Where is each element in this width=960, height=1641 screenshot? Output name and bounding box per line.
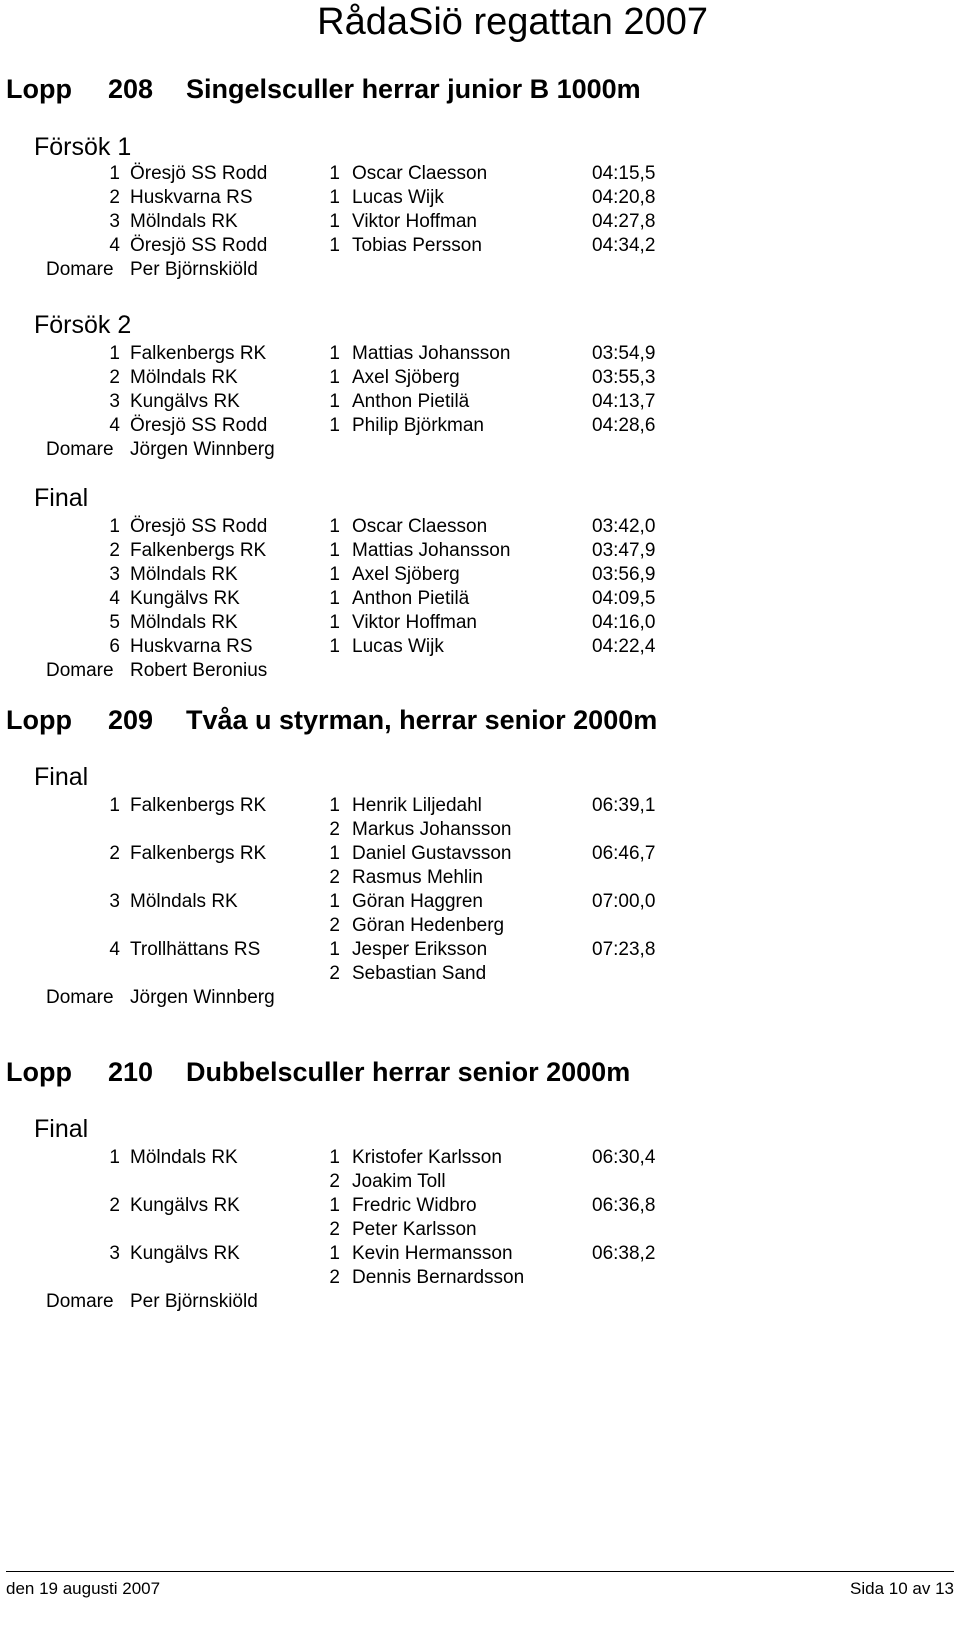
rower-name: Göran Hedenberg: [352, 915, 505, 936]
rower-name: Daniel Gustavsson: [352, 843, 512, 864]
rower-name: Lucas Wijk: [352, 636, 444, 657]
result-row: [0, 865, 720, 890]
result-row: [0, 961, 720, 986]
lane: 1: [329, 1147, 340, 1168]
umpire-label: Domare: [46, 987, 114, 1008]
lane: 1: [329, 211, 340, 232]
club: Falkenbergs RK: [130, 343, 267, 364]
place: 1: [109, 795, 120, 816]
lane: 1: [329, 391, 340, 412]
lane: 2: [329, 963, 340, 984]
heat-title: Försök 2: [34, 311, 132, 339]
finish-time: 06:36,8: [592, 1195, 656, 1216]
rower-name: Axel Sjöberg: [352, 564, 460, 585]
rower-name: Sebastian Sand: [352, 963, 487, 984]
place: 4: [109, 415, 120, 436]
result-row: [0, 562, 720, 587]
lane: 1: [329, 564, 340, 585]
rower-name: Viktor Hoffman: [352, 612, 477, 633]
umpire-name: Jörgen Winnberg: [130, 987, 275, 1008]
lane: 1: [329, 163, 340, 184]
heat-title: Final: [34, 763, 89, 791]
place: 2: [109, 1195, 120, 1216]
footer-page-number: Sida 10 av 13: [850, 1579, 954, 1598]
footer-date: den 19 augusti 2007: [6, 1579, 161, 1598]
lane: 1: [329, 343, 340, 364]
club: Mölndals RK: [130, 891, 238, 912]
heat-title: Final: [34, 1115, 89, 1143]
lane: 1: [329, 843, 340, 864]
lane: 1: [329, 891, 340, 912]
lane: 1: [329, 235, 340, 256]
finish-time: 03:56,9: [592, 564, 656, 585]
result-row: [0, 1145, 720, 1170]
club: Kungälvs RK: [130, 588, 240, 609]
club: Huskvarna RS: [130, 636, 253, 657]
rower-name: Viktor Hoffman: [352, 211, 477, 232]
result-row: [0, 365, 720, 390]
place: 1: [109, 1147, 120, 1168]
result-row: [0, 610, 720, 635]
lane: 1: [329, 636, 340, 657]
race-title: Tvåa u styrman, herrar senior 2000m: [186, 705, 658, 735]
result-row: [0, 209, 720, 234]
club: Falkenbergs RK: [130, 795, 267, 816]
result-row: [0, 793, 720, 818]
race-label: Lopp: [6, 74, 72, 104]
lane: 1: [329, 187, 340, 208]
result-row: [0, 634, 720, 659]
club: Öresjö SS Rodd: [130, 516, 268, 537]
lane: 1: [329, 516, 340, 537]
club: Öresjö SS Rodd: [130, 163, 268, 184]
rower-name: Mattias Johansson: [352, 540, 511, 561]
rower-name: Mattias Johansson: [352, 343, 511, 364]
place: 3: [109, 1243, 120, 1264]
place: 2: [109, 540, 120, 561]
place: 1: [109, 343, 120, 364]
race-label: Lopp: [6, 1057, 72, 1087]
lane: 1: [329, 939, 340, 960]
umpire-row: [0, 658, 720, 683]
result-row: [0, 1169, 720, 1194]
result-row: [0, 1265, 720, 1290]
umpire-label: Domare: [46, 259, 114, 280]
finish-time: 04:13,7: [592, 391, 656, 412]
rower-name: Markus Johansson: [352, 819, 512, 840]
finish-time: 04:09,5: [592, 588, 656, 609]
club: Öresjö SS Rodd: [130, 235, 268, 256]
race-number: 208: [108, 74, 154, 104]
result-row: [0, 841, 720, 866]
result-row: [0, 233, 720, 258]
umpire-row: [0, 1289, 720, 1314]
place: 3: [109, 211, 120, 232]
finish-time: 07:23,8: [592, 939, 656, 960]
club: Mölndals RK: [130, 367, 238, 388]
umpire-row: [0, 437, 720, 462]
result-row: [0, 1241, 720, 1266]
umpire-label: Domare: [46, 1291, 114, 1312]
umpire-name: Jörgen Winnberg: [130, 439, 275, 460]
place: 2: [109, 187, 120, 208]
finish-time: 06:39,1: [592, 795, 656, 816]
finish-time: 03:54,9: [592, 343, 656, 364]
result-row: [0, 889, 720, 914]
document-title: RådaSiö regattan 2007: [317, 1, 708, 43]
lane: 1: [329, 795, 340, 816]
place: 2: [109, 843, 120, 864]
club: Mölndals RK: [130, 211, 238, 232]
club: Mölndals RK: [130, 564, 238, 585]
club: Mölndals RK: [130, 612, 238, 633]
place: 4: [109, 939, 120, 960]
result-row: [0, 1217, 720, 1242]
place: 4: [109, 235, 120, 256]
lane: 1: [329, 367, 340, 388]
race-title: Singelsculler herrar junior B 1000m: [186, 74, 641, 104]
result-row: [0, 913, 720, 938]
rower-name: Jesper Eriksson: [352, 939, 488, 960]
umpire-name: Per Björnskiöld: [130, 1291, 258, 1312]
rower-name: Kevin Hermansson: [352, 1243, 513, 1264]
place: 3: [109, 891, 120, 912]
club: Falkenbergs RK: [130, 843, 267, 864]
place: 2: [109, 367, 120, 388]
race-number: 209: [108, 705, 154, 735]
lane: 1: [329, 588, 340, 609]
lane: 2: [329, 1219, 340, 1240]
rower-name: Anthon Pietilä: [352, 588, 470, 609]
rower-name: Dennis Bernardsson: [352, 1267, 525, 1288]
rower-name: Göran Haggren: [352, 891, 483, 912]
result-row: [0, 1193, 720, 1218]
lane: 2: [329, 915, 340, 936]
finish-time: 04:34,2: [592, 235, 656, 256]
footer-divider: [6, 1571, 954, 1572]
finish-time: 03:47,9: [592, 540, 656, 561]
umpire-name: Robert Beronius: [130, 660, 268, 681]
lane: 1: [329, 1243, 340, 1264]
umpire-row: [0, 985, 720, 1010]
finish-time: 06:38,2: [592, 1243, 656, 1264]
rower-name: Fredric Widbro: [352, 1195, 477, 1216]
place: 3: [109, 391, 120, 412]
race-title: Dubbelsculler herrar senior 2000m: [186, 1057, 631, 1087]
club: Falkenbergs RK: [130, 540, 267, 561]
place: 1: [109, 163, 120, 184]
rower-name: Rasmus Mehlin: [352, 867, 483, 888]
place: 6: [109, 636, 120, 657]
rower-name: Oscar Claesson: [352, 163, 488, 184]
lane: 1: [329, 1195, 340, 1216]
result-row: [0, 538, 720, 563]
rower-name: Peter Karlsson: [352, 1219, 477, 1240]
rower-name: Lucas Wijk: [352, 187, 444, 208]
rower-name: Philip Björkman: [352, 415, 484, 436]
club: Kungälvs RK: [130, 1195, 240, 1216]
rower-name: Axel Sjöberg: [352, 367, 460, 388]
finish-time: 06:46,7: [592, 843, 656, 864]
umpire-row: [0, 257, 720, 282]
lane: 1: [329, 612, 340, 633]
club: Trollhättans RS: [130, 939, 261, 960]
result-row: [0, 161, 720, 186]
umpire-label: Domare: [46, 660, 114, 681]
finish-time: 04:20,8: [592, 187, 656, 208]
lane: 1: [329, 540, 340, 561]
rower-name: Oscar Claesson: [352, 516, 488, 537]
club: Mölndals RK: [130, 1147, 238, 1168]
umpire-label: Domare: [46, 439, 114, 460]
rower-name: Henrik Liljedahl: [352, 795, 482, 816]
heat-title: Försök 1: [34, 133, 132, 161]
finish-time: 04:28,6: [592, 415, 656, 436]
lane: 2: [329, 867, 340, 888]
race-header-209: [6, 703, 906, 743]
result-row: [0, 389, 720, 414]
result-row: [0, 586, 720, 611]
race-header-210: [6, 1055, 906, 1095]
finish-time: 04:27,8: [592, 211, 656, 232]
result-row: [0, 341, 720, 366]
race-number: 210: [108, 1057, 154, 1087]
club: Kungälvs RK: [130, 391, 240, 412]
place: 3: [109, 564, 120, 585]
heat-title: Final: [34, 484, 89, 512]
place: 5: [109, 612, 120, 633]
finish-time: 07:00,0: [592, 891, 656, 912]
result-row: [0, 413, 720, 438]
finish-time: 04:15,5: [592, 163, 656, 184]
rower-name: Kristofer Karlsson: [352, 1147, 502, 1168]
club: Kungälvs RK: [130, 1243, 240, 1264]
lane: 2: [329, 1171, 340, 1192]
race-header-208: [6, 72, 906, 112]
club: Öresjö SS Rodd: [130, 415, 268, 436]
place: 1: [109, 516, 120, 537]
finish-time: 06:30,4: [592, 1147, 656, 1168]
race-label: Lopp: [6, 705, 72, 735]
result-row: [0, 514, 720, 539]
club: Huskvarna RS: [130, 187, 253, 208]
result-row: [0, 817, 720, 842]
rower-name: Anthon Pietilä: [352, 391, 470, 412]
lane: 2: [329, 1267, 340, 1288]
place: 4: [109, 588, 120, 609]
lane: 2: [329, 819, 340, 840]
finish-time: 03:42,0: [592, 516, 656, 537]
lane: 1: [329, 415, 340, 436]
umpire-name: Per Björnskiöld: [130, 259, 258, 280]
finish-time: 04:16,0: [592, 612, 656, 633]
finish-time: 03:55,3: [592, 367, 656, 388]
rower-name: Tobias Persson: [352, 235, 482, 256]
rower-name: Joakim Toll: [352, 1171, 446, 1192]
result-row: [0, 185, 720, 210]
finish-time: 04:22,4: [592, 636, 656, 657]
result-row: [0, 937, 720, 962]
